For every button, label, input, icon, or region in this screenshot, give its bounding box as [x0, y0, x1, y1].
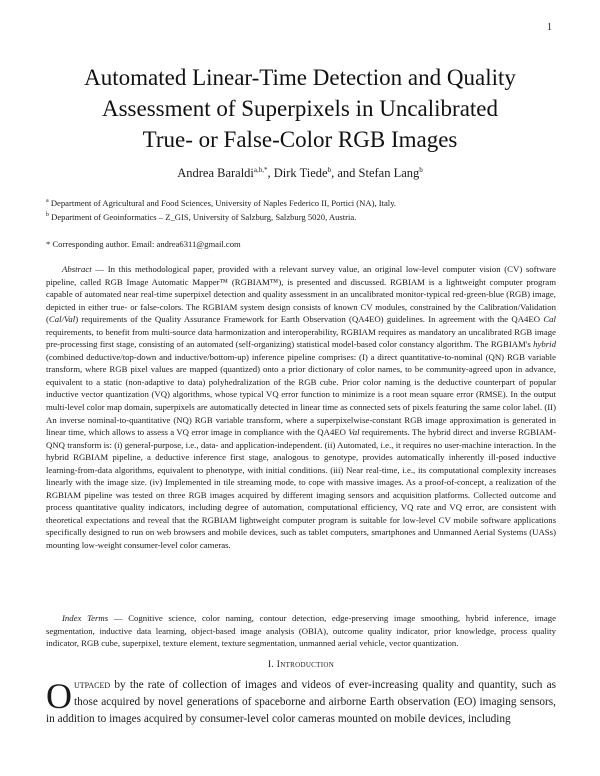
author-name: Andrea Baraldi: [177, 166, 254, 181]
title-line: True- or False-Color RGB Images: [142, 127, 458, 152]
abstract-term: Val: [348, 427, 360, 438]
author-separator: ,: [267, 166, 274, 181]
abstract-term: hybrid: [533, 339, 556, 350]
author-name: Dirk Tiede: [273, 166, 328, 181]
drop-cap: O: [46, 676, 72, 716]
abstract-text: requirements. The hybrid direct and inverse RGBIAM-QNQ transform is: (i) general-purpose, i.e., data- and application-independent. (ii) Automated, i.e., it requires no user-machine interaction. In the hybrid RGBIAM pipeline, a deductive inference first stage, analogous to genotype, provides automatically inherently ill-posed inductive learning-from-data algorithms, equivalent to phenotype, with initial conditions. (iii) Near real-time, i.e., its computational complexity increases linearly with the image size. (iv) Implemented in tile streaming mode, to cope with massive images. As a proof-of-concept, a realization of the RGBIAM pipeline was tested on three RGB images acquired by different imaging sensors and acquisition platforms. Collected outcome and process quantitative quality indicators, including degree of automation, computational efficiency, VQ rate and VQ error, are consistent with theoretical expectations and reveal that the RGBIAM lightweight computer program is suitable for low-level CV mobile software applications specifically designed to run on web browsers and mobile devices, such as tablet computers, smartphones and Unmanned Aerial Systems (UASs) mounting low-weight consumer-level color cameras.: [46, 427, 556, 551]
index-terms: [46, 612, 556, 650]
section-heading: [46, 660, 556, 670]
intro-paragraph: [46, 677, 556, 728]
affiliation-mark: a: [46, 198, 49, 204]
abstract-text: ) requirements of the Quality Assurance Framework for Earth Observation (QA4EO) guidelines. In agreement with the QA4EO: [75, 314, 544, 325]
index-terms-dash: —: [108, 613, 129, 623]
affiliation: [46, 195, 556, 209]
abstract-term: Cal/Val: [48, 314, 76, 325]
intro-lead: utpaced: [74, 679, 111, 691]
title-line: Automated Linear-Time Detection and Quality: [84, 65, 516, 90]
affiliations: [46, 195, 556, 223]
author-separator: , and: [331, 166, 359, 181]
author-affiliation-mark: b: [419, 166, 423, 174]
page-number: 1: [547, 22, 552, 33]
affiliation-text: Department of Geoinformatics – Z_GIS, University of Salzburg, Salzburg 5020, Austria.: [51, 211, 357, 222]
abstract-term: Cal: [543, 314, 556, 325]
abstract-text: In this methodological paper, provided with a relevant survey value, an original low-level computer vision (CV) software pipeline, called RGB Image Automatic Mapper™ (RGBIAM™), is presented and discussed. RGBIAM is a lightweight computer program capable of automated near real-time superpixel detection and quality assessment in an uncalibrated monitor-typical red-green-blue (RGB) image, depicted in either true- or false-colors. The RGBIAM system design consists of known CV modules, constrained by the Calibration/Validation (: [46, 264, 557, 325]
abstract: [46, 263, 556, 552]
author-affiliation-mark: a,b,*: [253, 166, 268, 174]
corresponding-author: * Corresponding author. Email: andrea6311@gmail.com: [46, 239, 241, 249]
author-name: Stefan Lang: [358, 166, 420, 181]
section-number: I.: [267, 660, 275, 670]
abstract-text: requirements, to benefit from multi-source data harmonization and interoperability, RGBIAM requires as mandatory an uncalibrated RGB image pre-processing first stage, consisting of an automated (self-organizing) statistical model-based color constancy algorithm. The RGBIAM's: [46, 326, 556, 350]
abstract-text: (combined deductive/top-down and inductive/bottom-up) inference pipeline comprises: (I) a direct quantitative-to-nominal (QN) RGB variable transform, where RGB pixel values are mapped (quantized) onto a prior dictionary of color names, to be community-agreed upon in advance, equivalent to a static (non-adaptive to data) polyhedralization of the RGB cube. Prior color naming is the deductive counterpart of popular inductive vector quantization (VQ) algorithms, whose typical VQ error function to minimize is a root mean square error (RMSE). In the output multi-level color map domain, superpixels are automatically detected in linear time as connected sets of pixels featuring the same color label. (II) An inverse nominal-to-quantitative (NQ) RGB variable transform, where a superpixelwise-constant RGB image approximation is generated in linear time, which allows to assess a VQ error image in compliance with the QA4EO: [46, 351, 556, 438]
affiliation-mark: b: [46, 211, 49, 218]
intro-text: by the rate of collection of images and videos of ever-increasing quality and quantity, such as those acquired by novel generations of spaceborne and airborne Earth observation (EO) imaging sensors, in addition to images acquired by consumer-level color cameras mounted on mobile devices, including: [46, 679, 556, 725]
abstract-label: Abstract: [62, 264, 92, 274]
index-terms-label: Index Terms: [62, 613, 109, 623]
title-line: Assessment of Superpixels in Uncalibrated: [101, 96, 499, 121]
paper-title: [40, 62, 560, 155]
affiliation: [46, 209, 556, 223]
affiliation-text: Department of Agricultural and Food Sciences, University of Naples Federico II, Portici (NA), Italy.: [50, 197, 397, 208]
author-affiliation-mark: b: [327, 166, 332, 174]
author-list: [40, 166, 560, 181]
section-title: Introduction: [276, 660, 335, 670]
index-terms-text: Cognitive science, color naming, contour detection, edge-preserving image smoothing, hybrid inference, image segmentation, inductive data learning, object-based image analysis (OBIA), outcome quality indicator, prior knowledge, process quality indicator, RGB cube, superpixel, texture element, texture segmentation, unmanned aerial vehicle, vector quantization.: [46, 613, 556, 649]
abstract-dash: —: [91, 264, 108, 274]
